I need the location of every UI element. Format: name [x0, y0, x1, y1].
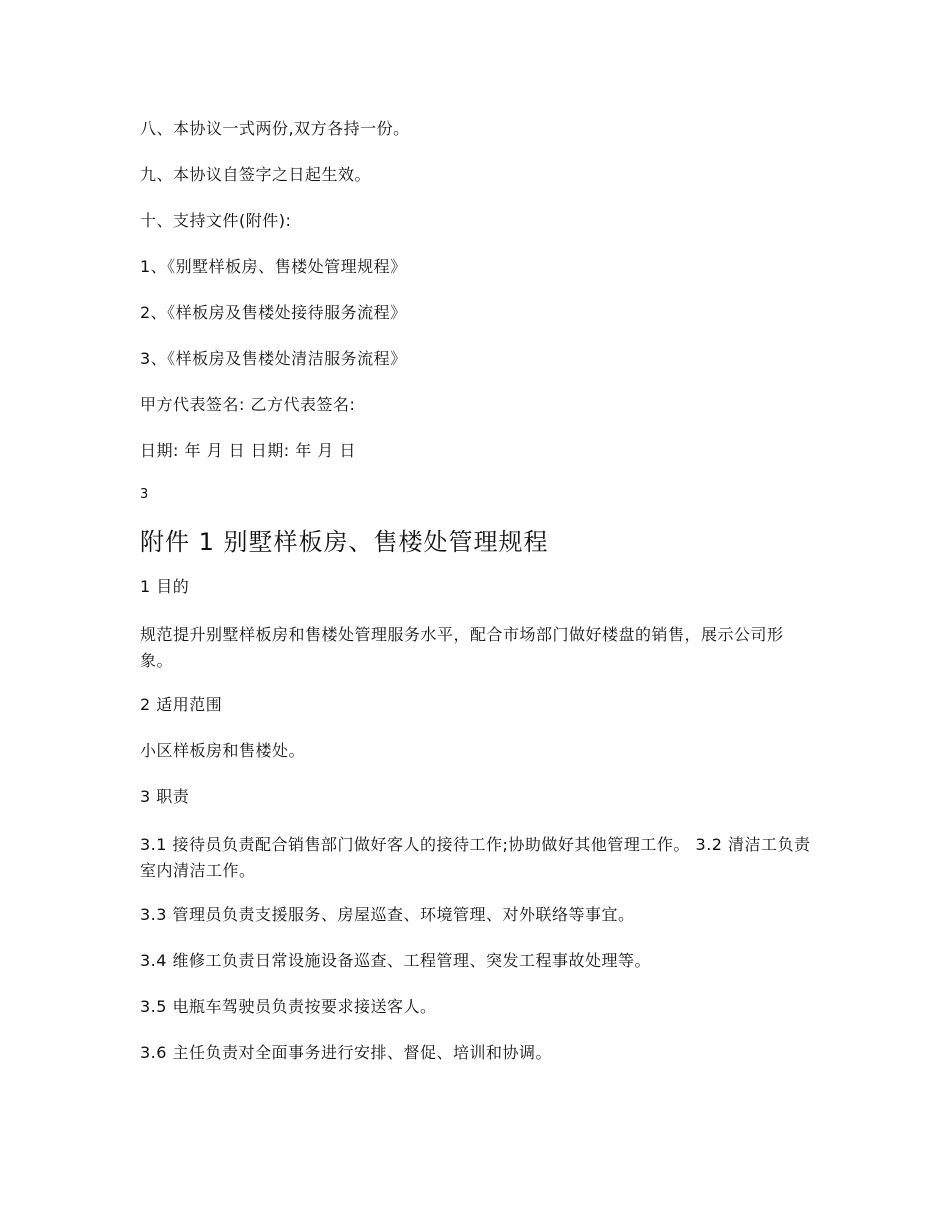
purpose-text: 规范提升别墅样板房和售楼处管理服务水平，配合市场部门做好楼盘的销售，展示公司形象。 — [140, 625, 784, 670]
duty-item: 3.6 主任负责对全面事务进行安排、督促、培训和协调。 — [140, 1043, 553, 1062]
appendix-title: 附件 1 别墅样板房、售楼处管理规程 — [140, 528, 549, 556]
attachment-item: 3、《样板房及售楼处清洁服务流程》 — [140, 349, 407, 368]
duty-item: 3.1 接待员负责配合销售部门做好客人的接待工作;协助做好其他管理工作。 3.2 清洁工负责室内清洁工作。 — [140, 835, 811, 880]
signature-line: 甲方代表签名: 乙方代表签名: — [140, 395, 356, 414]
document-page — [140, 118, 820, 1088]
attachment-item: 2、《样板房及售楼处接待服务流程》 — [140, 303, 407, 322]
scope-text: 小区样板房和售楼处。 — [140, 741, 306, 760]
section-heading: 3 职责 — [140, 787, 190, 806]
section-heading: 2 适用范围 — [140, 695, 223, 714]
date-line: 日期: 年 月 日 日期: 年 月 日 — [140, 441, 356, 460]
attachment-item: 1、《别墅样板房、售楼处管理规程》 — [140, 257, 407, 276]
clause-10: 十、支持文件(附件): — [140, 211, 292, 230]
section-heading: 1 目的 — [140, 577, 190, 596]
page-number: 3 — [140, 487, 149, 502]
duty-item: 3.5 电瓶车驾驶员负责按要求接送客人。 — [140, 997, 437, 1016]
duty-item: 3.4 维修工负责日常设施设备巡查、工程管理、突发工程事故处理等。 — [140, 951, 652, 970]
clause-9: 九、本协议自签字之日起生效。 — [140, 165, 372, 184]
duty-item: 3.3 管理员负责支援服务、房屋巡查、环境管理、对外联络等事宜。 — [140, 905, 635, 924]
clause-8: 八、本协议一式两份,双方各持一份。 — [140, 119, 410, 138]
